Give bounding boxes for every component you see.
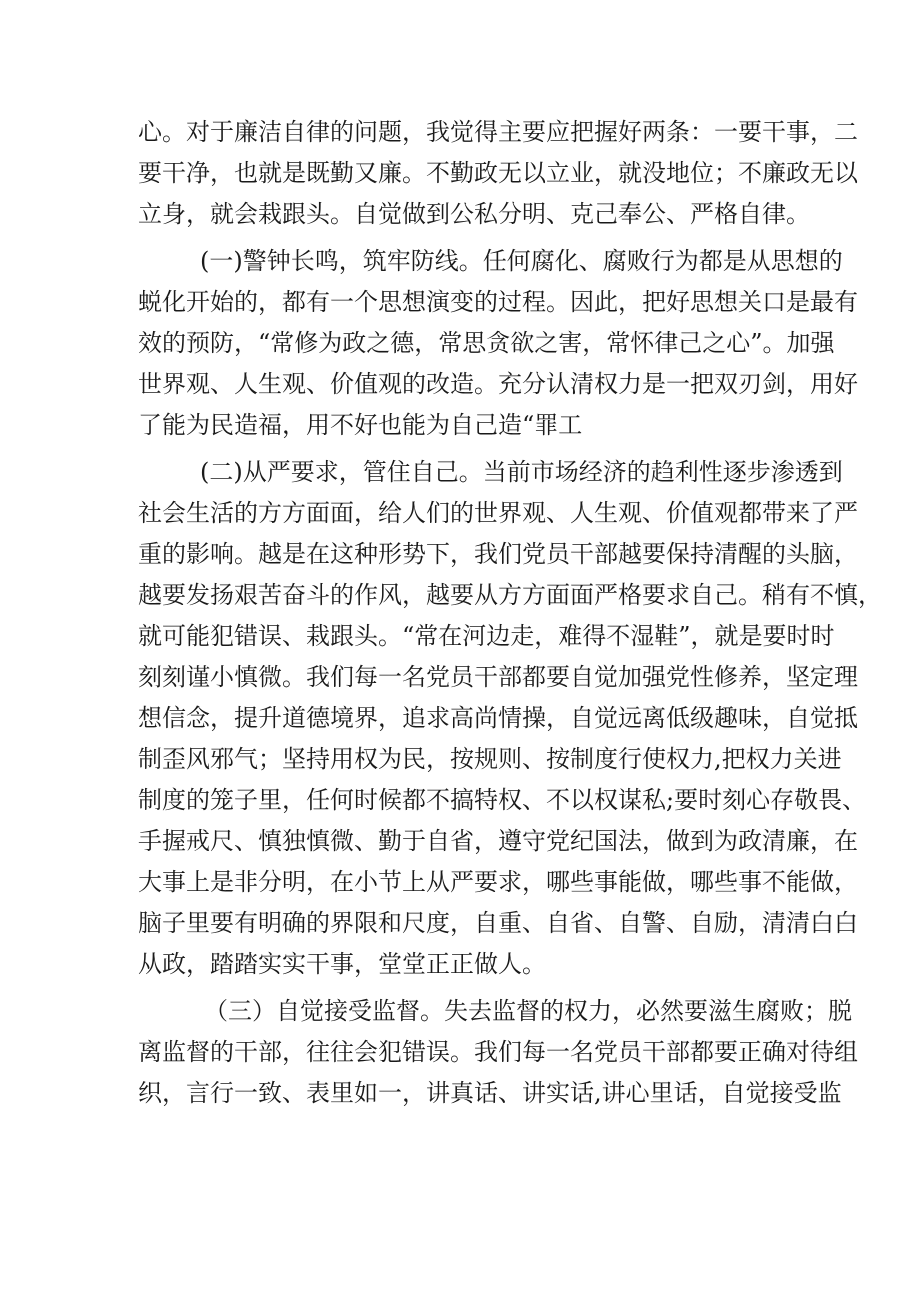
text-line: 越要发扬艰苦奋斗的作风，越要从方方面面严格要求自己。稍有不慎， (138, 581, 882, 609)
text-line: 从政，踏踏实实干事，堂堂正正做人。 (138, 950, 546, 978)
text-line: 了能为民造福，用不好也能为自己造“罪工 (138, 411, 583, 439)
document-body (138, 112, 882, 1114)
paragraph (138, 112, 858, 235)
text-line: 社会生活的方方面面，给人们的世界观、人生观、价值观都带来了严 (138, 499, 858, 527)
paragraph (138, 452, 882, 985)
text-line: 就可能犯错误、栽跟头。“常在河边走，难得不湿鞋”，就是要时时 (138, 622, 835, 650)
text-line: 制度的笼子里，任何时候都不搞特权、不以权谋私;要时刻心存敬畏、 (138, 786, 867, 814)
text-line: 世界观、人生观、价值观的改造。充分认清权力是一把双刃剑，用好 (138, 370, 858, 398)
text-line: 脑子里要有明确的界限和尺度，自重、自省、自警、自励，清清白白 (138, 909, 858, 937)
text-line: 立身，就会栽跟头。自觉做到公私分明、克己奉公、严格自律。 (138, 200, 810, 228)
text-line: 制歪风邪气；坚持用权为民，按规则、按制度行使权力,把权力关进 (138, 745, 842, 773)
text-line: (一)警钟长鸣，筑牢防线。任何腐化、腐败行为都是从思想的 (200, 247, 843, 275)
text-line: 织，言行一致、表里如一，讲真话、讲实话,讲心里话，自觉接受监 (138, 1079, 842, 1107)
text-line: 手握戒尺、慎独慎微、勤于自省，遵守党纪国法，做到为政清廉，在 (138, 827, 858, 855)
text-line: （三）自觉接受监督。失去监督的权力，必然要滋生腐败；脱 (204, 997, 852, 1025)
text-line: 蜕化开始的，都有一个思想演变的过程。因此，把好思想关口是最有 (138, 288, 858, 316)
text-line: 大事上是非分明，在小节上从严要求，哪些事能做，哪些事不能做， (138, 868, 858, 896)
text-line: 刻刻谨小慎微。我们每一名党员干部都要自觉加强党性修养，坚定理 (138, 663, 858, 691)
text-line: 离监督的干部，往往会犯错误。我们每一名党员干部都要正确对待组 (138, 1038, 858, 1066)
text-line: 效的预防，“常修为政之德，常思贪欲之害，常怀律己之心”。加强 (138, 329, 835, 357)
paragraph (138, 991, 858, 1114)
text-line: (二)从严要求，管住自己。当前市场经济的趋利性逐步渗透到 (200, 458, 843, 486)
text-line: 重的影响。越是在这种形势下，我们党员干部越要保持清醒的头脑， (138, 540, 858, 568)
text-line: 要干净，也就是既勤又廉。不勤政无以立业，就没地位；不廉政无以 (138, 159, 858, 187)
text-line: 想信念，提升道德境界，追求高尚情操，自觉远离低级趣味，自觉抵 (138, 704, 858, 732)
paragraph (138, 241, 858, 446)
text-line: 心。对于廉洁自律的问题，我觉得主要应把握好两条：一要干事，二 (138, 118, 858, 146)
